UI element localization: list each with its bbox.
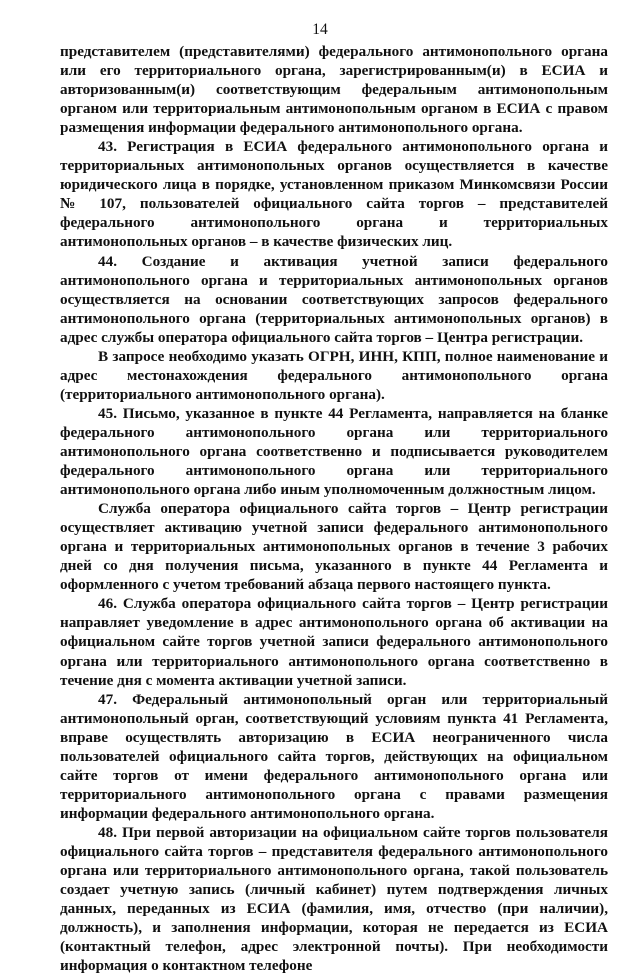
paragraph-44-request: В запросе необходимо указать ОГРН, ИНН, КПП, полное наименование и адрес местонахождения федерального антимонопольного органа (территориального антимонопольного органа). [60,347,608,403]
paragraph-48: 48. При первой авторизации на официальном сайте торгов пользователя официального сайта торгов – представителя федерального антимонопольного органа или территориального антимонопольного органа, такой пользователь создает учетную запись (личный кабинет) путем подтверждения личных данных, переданных из ЕСИА (фамилия, имя, отчество (при наличии), должность), и заполнения информации, которая не передается из ЕСИА (контактный телефон, адрес электронной почты). При необходимости информация о контактном телефоне [60,823,608,975]
paragraph-45: 45. Письмо, указанное в пункте 44 Регламента, направляется на бланке федерального антимонопольного органа или территориального антимонопольного органа соответственно и подписывается руководителем федерального антимонопольного органа или территориального антимонопольного органа либо иным уполномоченным должностным лицом. [60,404,608,499]
paragraph-47: 47. Федеральный антимонопольный орган или территориальный антимонопольный орган, соответствующий условиям пункта 41 Регламента, вправе осуществлять авторизацию в ЕСИА неограниченного числа пользователей официального сайта торгов, действующих на официальном сайте торгов от имени федерального антимонопольного органа или территориального антимонопольного органа с правами размещения информации федерального антимонопольного органа. [60,690,608,822]
paragraph-continuation: представителем (представителями) федерального антимонопольного органа или его территориального органа, зарегистрированным(и) в ЕСИА и авторизованным(и) соответствующим федеральным антимонопольным органом или территориальным антимонопольным органом в ЕСИА с правом размещения информации федерального антимонопольного органа. [60,43,608,137]
paragraph-45-activation: Служба оператора официального сайта торгов – Центр регистрации осуществляет активацию учетной записи федерального антимонопольного органа и территориальных антимонопольных органов в течение 3 рабочих дней со дня получения письма, указанного в пункте 44 Регламента и оформленного с учетом требований абзаца первого настоящего пункта. [60,500,608,594]
document-body [60,42,608,975]
paragraph-46: 46. Служба оператора официального сайта торгов – Центр регистрации направляет уведомление в адрес антимонопольного органа об активации на официальном сайте торгов учетной записи федерального антимонопольного органа или территориального антимонопольного органа соответственно в течение дня с момента активации учетной записи. [60,595,608,689]
page-number: 14 [312,21,328,38]
paragraph-43: 43. Регистрация в ЕСИА федерального антимонопольного органа и территориальных антимонопольных органов осуществляется в качестве юридического лица в порядке, установленном приказом Минкомсвязи России № 107, пользователей официального сайта торгов – представителей федерального антимонопольного органа и территориальных антимонопольных органов – в качестве физических лиц. [60,138,608,251]
paragraph-44: 44. Создание и активация учетной записи федерального антимонопольного органа и территориальных антимонопольных органов осуществляется на основании соответствующих запросов федерального антимонопольного органа (территориальных антимонопольных органов) в адрес службы оператора официального сайта торгов – Центра регистрации. [60,252,608,346]
